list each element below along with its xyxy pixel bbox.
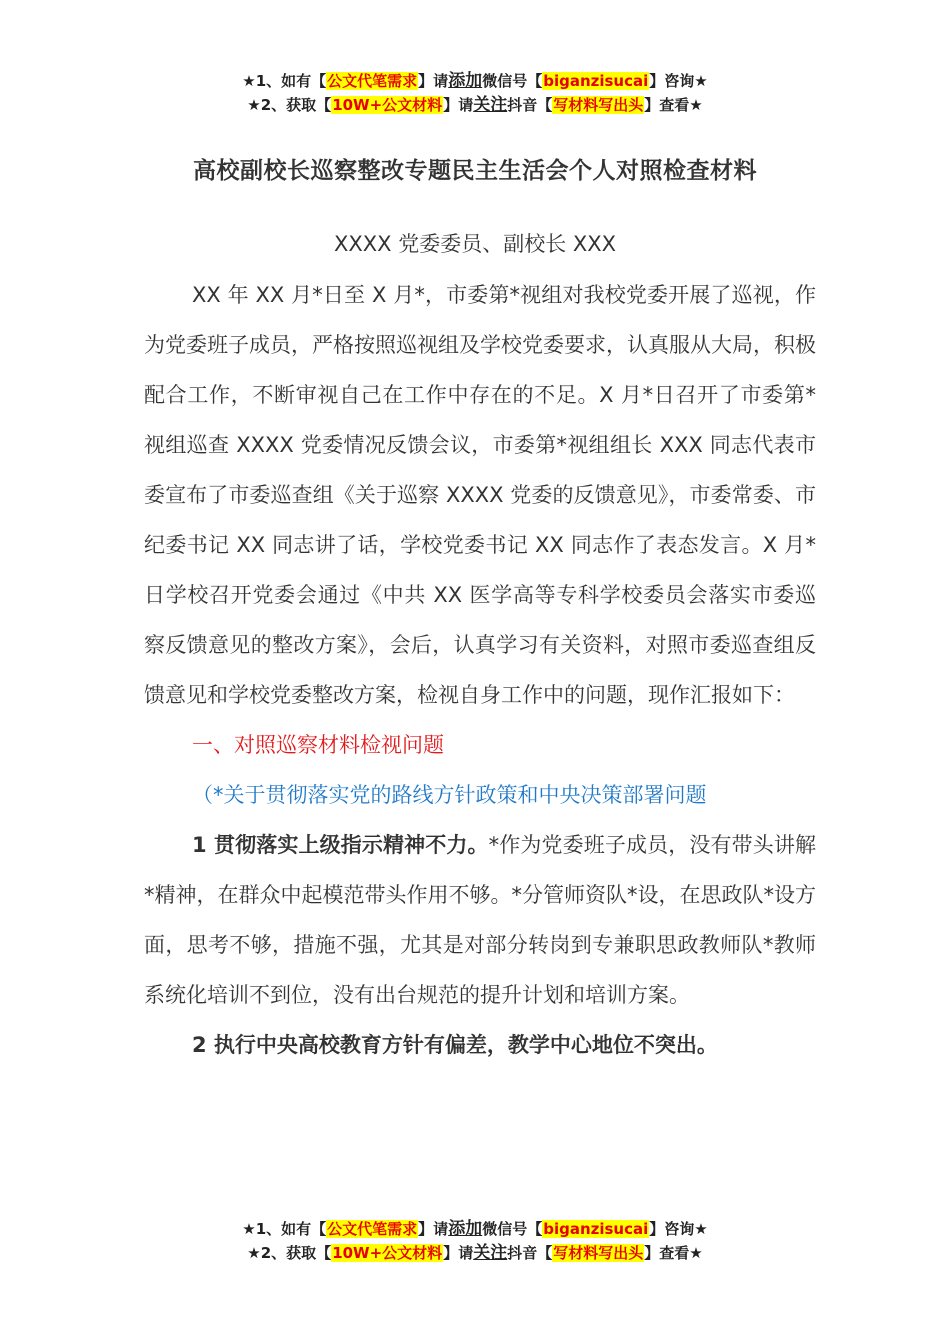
promo-line-1: ★1、如有【公文代笔需求】请添加微信号【biganzisucai】咨询★ [242,1219,708,1239]
highlight-materials: 10W+公文材料 [332,1244,443,1262]
document-body [144,270,816,1070]
promo-banner-bottom [0,1217,950,1265]
promo-line-1: ★1、如有【公文代笔需求】请添加微信号【biganzisucai】咨询★ [242,71,708,91]
highlight-wechat-id: biganzisucai [543,1220,649,1238]
intro-paragraph: XX 年 XX 月*日至 X 月*，市委第*视组对我校党委开展了巡视，作为党委班子成员，严格按照巡视组及学校党委要求，认真服从大局，积极配合工作，不断审视自己在工作中存在的不足。X 月*日召开了市委第*视组巡查 XXXX 党委情况反馈会议，市委第*视组组长 XXX 同志代表市委宣布了市委巡查组《关于巡察 XXXX 党委的反馈意见》，市委常委、市纪委书记 XX 同志讲了话，学校党委书记 XX 同志作了表态发言。X 月*日学校召开党委会通过《中共 XX 医学高等专科学校委员会落实市委巡察反馈意见的整改方案》，会后，认真学习有关资料，对照市委巡查组反馈意见和学校党委整改方案，检视自身工作中的问题，现作汇报如下： [144,283,816,707]
item-1-paragraph [144,820,816,1020]
promo-line-2: ★2、获取【10W+公文材料】请关注抖音【写材料写出头】查看★ [247,1243,703,1263]
highlight-wechat-id: biganzisucai [543,72,649,90]
highlight-materials: 10W+公文材料 [332,96,443,114]
document-title: 高校副校长巡察整改专题民主生活会个人对照检查材料 [193,158,757,184]
document-author: XXXX 党委委员、副校长 XXX [333,232,617,256]
highlight-service: 公文代笔需求 [327,1220,418,1238]
subsection-heading: （*关于贯彻落实党的路线方针政策和中央决策部署问题 [192,783,707,807]
item-1-body: *作为党委班子成员，没有带头讲解*精神，在群众中起模范带头作用不够。*分管师资队*设，在思政队*设方面，思考不够，措施不强，尤其是对部分转岗到专兼职思政教师队*教师系统化培训不到位，没有出台规范的提升计划和培训方案。 [144,833,817,1007]
section-heading: 一、对照巡察材料检视问题 [192,733,444,757]
highlight-douyin: 写材料写出头 [553,96,644,114]
item-1-title: 1 贯彻落实上级指示精神不力。 [192,833,489,857]
item-2-title: 2 执行中央高校教育方针有偏差，教学中心地位不突出。 [192,1033,718,1057]
highlight-service: 公文代笔需求 [327,72,418,90]
highlight-douyin: 写材料写出头 [553,1244,644,1262]
promo-banner-top [0,69,950,117]
promo-line-2: ★2、获取【10W+公文材料】请关注抖音【写材料写出头】查看★ [247,95,703,115]
